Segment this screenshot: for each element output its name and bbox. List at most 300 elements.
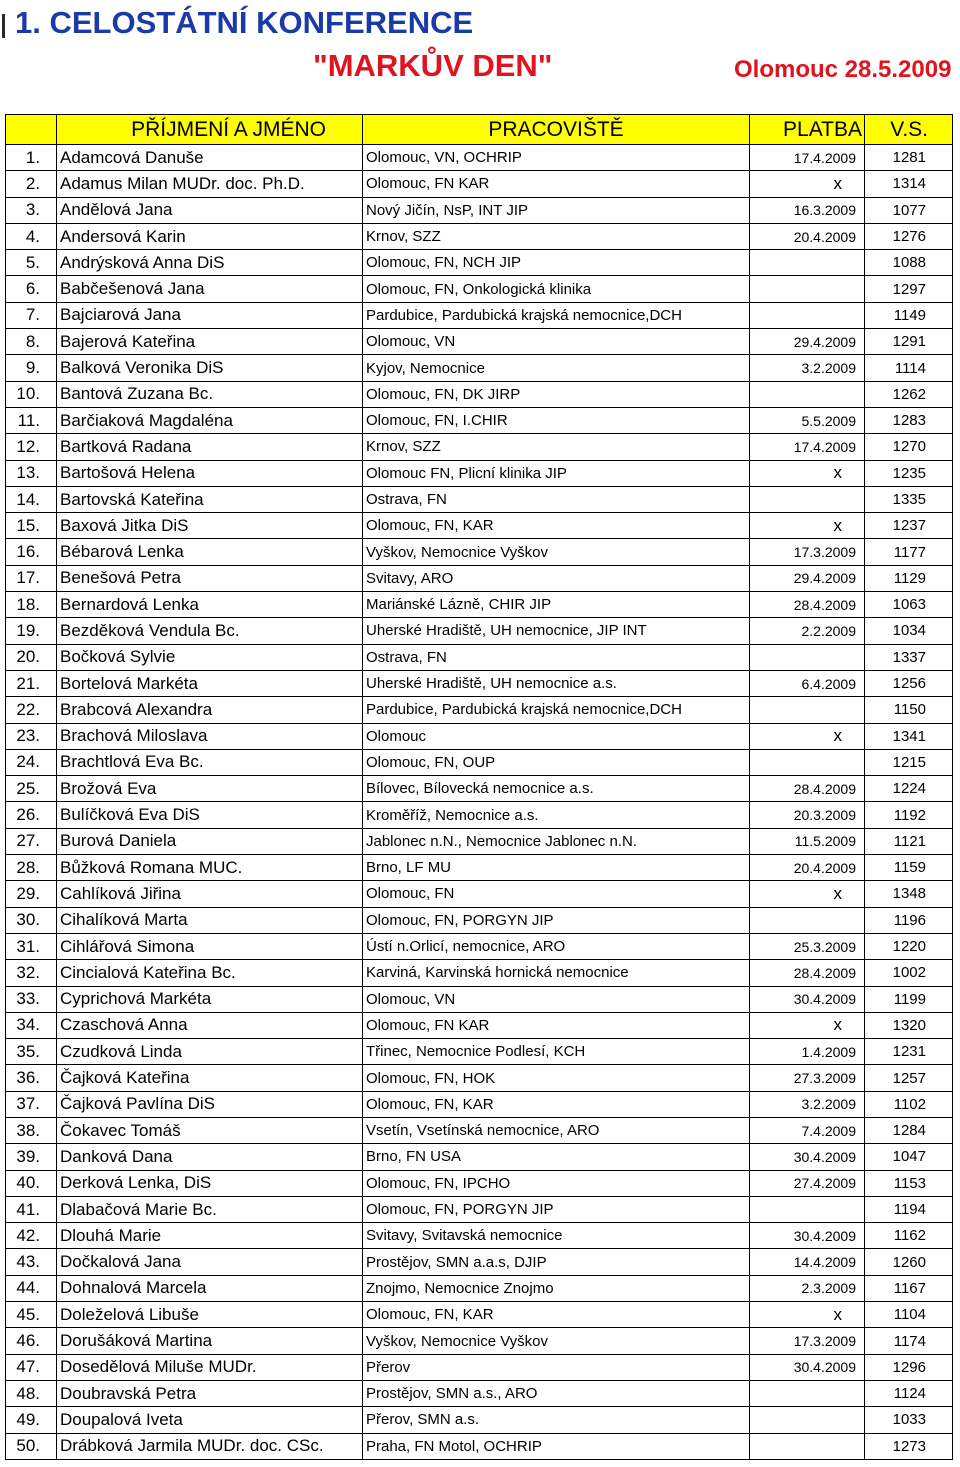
participant-name: Andersová Karin [57, 223, 363, 249]
participant-name: Bébarová Lenka [57, 539, 363, 565]
row-number: 7. [6, 302, 57, 328]
payment: 3.2.2009 [750, 1091, 865, 1117]
variable-symbol: 1047 [865, 1144, 953, 1170]
table-header-row [6, 115, 953, 145]
payment: 30.4.2009 [750, 986, 865, 1012]
workplace: Přerov, SMN a.s. [363, 1407, 750, 1433]
payment: 28.4.2009 [750, 776, 865, 802]
table-row [6, 1275, 953, 1301]
table-row [6, 355, 953, 381]
variable-symbol: 1153 [865, 1170, 953, 1196]
row-number: 47. [6, 1354, 57, 1380]
payment [750, 644, 865, 670]
payment: 14.4.2009 [750, 1249, 865, 1275]
workplace: Vyškov, Nemocnice Vyškov [363, 539, 750, 565]
payment: x [750, 1302, 865, 1328]
workplace: Olomouc, FN, KAR [363, 1302, 750, 1328]
payment: 17.3.2009 [750, 1328, 865, 1354]
table-row [6, 1380, 953, 1406]
row-number: 27. [6, 828, 57, 854]
variable-symbol: 1063 [865, 592, 953, 618]
row-number: 13. [6, 460, 57, 486]
variable-symbol: 1283 [865, 407, 953, 433]
workplace: Uherské Hradiště, UH nemocnice a.s. [363, 670, 750, 696]
payment: 5.5.2009 [750, 407, 865, 433]
payment: 29.4.2009 [750, 329, 865, 355]
variable-symbol: 1114 [865, 355, 953, 381]
workplace: Olomouc, FN, OUP [363, 749, 750, 775]
participant-name: Bartková Radana [57, 434, 363, 460]
payment: x [750, 1012, 865, 1038]
payment: 27.3.2009 [750, 1065, 865, 1091]
table-row [6, 1328, 953, 1354]
workplace: Olomouc, FN, Onkologická klinika [363, 276, 750, 302]
table-row [6, 644, 953, 670]
row-number: 37. [6, 1091, 57, 1117]
payment [750, 697, 865, 723]
row-number: 44. [6, 1275, 57, 1301]
workplace: Svitavy, Svitavská nemocnice [363, 1223, 750, 1249]
participant-name: Bezděková Vendula Bc. [57, 618, 363, 644]
participant-name: Burová Daniela [57, 828, 363, 854]
payment: 17.3.2009 [750, 539, 865, 565]
variable-symbol: 1104 [865, 1302, 953, 1328]
participant-name: Doupalová Iveta [57, 1407, 363, 1433]
row-number: 33. [6, 986, 57, 1012]
row-number: 12. [6, 434, 57, 460]
event-name: "MARKŮV DEN" [313, 48, 553, 83]
variable-symbol: 1124 [865, 1380, 953, 1406]
workplace: Kroměříž, Nemocnice a.s. [363, 802, 750, 828]
workplace: Vyškov, Nemocnice Vyškov [363, 1328, 750, 1354]
header-variable-symbol: V.S. [865, 115, 953, 145]
payment: 29.4.2009 [750, 565, 865, 591]
workplace: Svitavy, ARO [363, 565, 750, 591]
row-number: 11. [6, 407, 57, 433]
variable-symbol: 1034 [865, 618, 953, 644]
table-row [6, 828, 953, 854]
workplace: Olomouc [363, 723, 750, 749]
table-row [6, 1117, 953, 1143]
row-number: 5. [6, 250, 57, 276]
row-number: 28. [6, 855, 57, 881]
row-number: 18. [6, 592, 57, 618]
header-payment: PLATBA [750, 115, 865, 145]
workplace: Pardubice, Pardubická krajská nemocnice,DCH [363, 697, 750, 723]
payment: 2.3.2009 [750, 1275, 865, 1301]
payment: 28.4.2009 [750, 960, 865, 986]
participant-name: Barčiaková Magdaléna [57, 407, 363, 433]
table-row [6, 749, 953, 775]
table-row [6, 460, 953, 486]
table-row [6, 1144, 953, 1170]
variable-symbol: 1215 [865, 749, 953, 775]
payment: x [750, 171, 865, 197]
workplace: Olomouc, FN, KAR [363, 1091, 750, 1117]
row-number: 45. [6, 1302, 57, 1328]
variable-symbol: 1194 [865, 1196, 953, 1222]
participant-name: Brožová Eva [57, 776, 363, 802]
workplace: Olomouc, FN KAR [363, 171, 750, 197]
payment: 7.4.2009 [750, 1117, 865, 1143]
participant-name: Cihlářová Simona [57, 933, 363, 959]
row-number: 36. [6, 1065, 57, 1091]
row-number: 34. [6, 1012, 57, 1038]
table-row [6, 197, 953, 223]
table-row [6, 670, 953, 696]
payment: 11.5.2009 [750, 828, 865, 854]
payment: 6.4.2009 [750, 670, 865, 696]
row-number: 20. [6, 644, 57, 670]
workplace: Olomouc, FN, NCH JIP [363, 250, 750, 276]
row-number: 31. [6, 933, 57, 959]
workplace: Přerov [363, 1354, 750, 1380]
participant-name: Bočková Sylvie [57, 644, 363, 670]
conference-title [0, 0, 515, 48]
row-number: 24. [6, 749, 57, 775]
variable-symbol: 1296 [865, 1354, 953, 1380]
variable-symbol: 1235 [865, 460, 953, 486]
header-number [6, 115, 57, 145]
variable-symbol: 1257 [865, 1065, 953, 1091]
participant-name: Brabcová Alexandra [57, 697, 363, 723]
participant-name: Benešová Petra [57, 565, 363, 591]
table-row [6, 302, 953, 328]
variable-symbol: 1273 [865, 1433, 953, 1459]
workplace: Olomouc, FN, I.CHIR [363, 407, 750, 433]
payment [750, 1407, 865, 1433]
table-row [6, 1354, 953, 1380]
participant-name: Doleželová Libuše [57, 1302, 363, 1328]
participant-name: Drábková Jarmila MUDr. doc. CSc. [57, 1433, 363, 1459]
variable-symbol: 1129 [865, 565, 953, 591]
participant-name: Derková Lenka, DiS [57, 1170, 363, 1196]
variable-symbol: 1162 [865, 1223, 953, 1249]
table-row [6, 933, 953, 959]
variable-symbol: 1149 [865, 302, 953, 328]
workplace: Olomouc, FN, DK JIRP [363, 381, 750, 407]
participant-name: Čajková Kateřina [57, 1065, 363, 1091]
row-number: 25. [6, 776, 57, 802]
participant-name: Čokavec Tomáš [57, 1117, 363, 1143]
variable-symbol: 1224 [865, 776, 953, 802]
payment [750, 907, 865, 933]
row-number: 19. [6, 618, 57, 644]
table-row [6, 592, 953, 618]
row-number: 43. [6, 1249, 57, 1275]
row-number: 2. [6, 171, 57, 197]
row-number: 4. [6, 223, 57, 249]
row-number: 1. [6, 145, 57, 171]
row-number: 14. [6, 486, 57, 512]
payment: 30.4.2009 [750, 1223, 865, 1249]
table-row [6, 434, 953, 460]
variable-symbol: 1102 [865, 1091, 953, 1117]
row-number: 38. [6, 1117, 57, 1143]
participant-name: Cincialová Kateřina Bc. [57, 960, 363, 986]
participant-name: Brachová Miloslava [57, 723, 363, 749]
table-row [6, 1407, 953, 1433]
table-row [6, 986, 953, 1012]
participant-name: Doubravská Petra [57, 1380, 363, 1406]
participant-name: Cihalíková Marta [57, 907, 363, 933]
table-row [6, 565, 953, 591]
row-number: 42. [6, 1223, 57, 1249]
variable-symbol: 1088 [865, 250, 953, 276]
table-row [6, 802, 953, 828]
variable-symbol: 1320 [865, 1012, 953, 1038]
row-number: 22. [6, 697, 57, 723]
row-number: 15. [6, 513, 57, 539]
table-row [6, 223, 953, 249]
row-number: 41. [6, 1196, 57, 1222]
workplace: Brno, LF MU [363, 855, 750, 881]
table-row [6, 697, 953, 723]
payment: x [750, 881, 865, 907]
payment: 2.2.2009 [750, 618, 865, 644]
workplace: Brno, FN USA [363, 1144, 750, 1170]
variable-symbol: 1256 [865, 670, 953, 696]
participant-name: Bajerová Kateřina [57, 329, 363, 355]
payment: 25.3.2009 [750, 933, 865, 959]
payment [750, 486, 865, 512]
participant-name: Brachtlová Eva Bc. [57, 749, 363, 775]
payment: 16.3.2009 [750, 197, 865, 223]
participant-name: Baxová Jitka DiS [57, 513, 363, 539]
payment: 20.4.2009 [750, 223, 865, 249]
variable-symbol: 1220 [865, 933, 953, 959]
table-row [6, 250, 953, 276]
participant-name: Balková Veronika DiS [57, 355, 363, 381]
row-number: 9. [6, 355, 57, 381]
variable-symbol: 1284 [865, 1117, 953, 1143]
participant-name: Dlouhá Marie [57, 1223, 363, 1249]
row-number: 49. [6, 1407, 57, 1433]
workplace: Krnov, SZZ [363, 223, 750, 249]
workplace: Nový Jičín, NsP, INT JIP [363, 197, 750, 223]
payment: x [750, 723, 865, 749]
table-row [6, 171, 953, 197]
table-row [6, 618, 953, 644]
variable-symbol: 1231 [865, 1039, 953, 1065]
table-row [6, 723, 953, 749]
payment [750, 1433, 865, 1459]
table-row [6, 960, 953, 986]
header-workplace: PRACOVIŠTĚ [363, 115, 750, 145]
row-number: 16. [6, 539, 57, 565]
table-row [6, 407, 953, 433]
participant-name: Andrýsková Anna DiS [57, 250, 363, 276]
variable-symbol: 1121 [865, 828, 953, 854]
variable-symbol: 1167 [865, 1275, 953, 1301]
variable-symbol: 1159 [865, 855, 953, 881]
payment: 17.4.2009 [750, 434, 865, 460]
participant-name: Cahlíková Jiřina [57, 881, 363, 907]
payment [750, 381, 865, 407]
workplace: Karviná, Karvinská hornická nemocnice [363, 960, 750, 986]
table-row [6, 381, 953, 407]
table-row [6, 881, 953, 907]
workplace: Olomouc, VN, OCHRIP [363, 145, 750, 171]
participant-name: Bernardová Lenka [57, 592, 363, 618]
workplace: Olomouc, VN [363, 986, 750, 1012]
variable-symbol: 1002 [865, 960, 953, 986]
variable-symbol: 1196 [865, 907, 953, 933]
participant-name: Czudková Linda [57, 1039, 363, 1065]
row-number: 17. [6, 565, 57, 591]
workplace: Olomouc, FN, KAR [363, 513, 750, 539]
variable-symbol: 1199 [865, 986, 953, 1012]
variable-symbol: 1192 [865, 802, 953, 828]
participant-name: Bajciarová Jana [57, 302, 363, 328]
participant-name: Adamcová Danuše [57, 145, 363, 171]
workplace: Prostějov, SMN a.s., ARO [363, 1380, 750, 1406]
participant-name: Dlabačová Marie Bc. [57, 1196, 363, 1222]
participant-name: Cyprichová Markéta [57, 986, 363, 1012]
workplace: Olomouc, FN, PORGYN JIP [363, 907, 750, 933]
row-number: 32. [6, 960, 57, 986]
row-number: 46. [6, 1328, 57, 1354]
workplace: Znojmo, Nemocnice Znojmo [363, 1275, 750, 1301]
workplace: Krnov, SZZ [363, 434, 750, 460]
participant-name: Bůžková Romana MUC. [57, 855, 363, 881]
payment [750, 1380, 865, 1406]
workplace: Ostrava, FN [363, 644, 750, 670]
payment [750, 302, 865, 328]
participant-name: Bulíčková Eva DiS [57, 802, 363, 828]
table-row [6, 486, 953, 512]
variable-symbol: 1033 [865, 1407, 953, 1433]
table-row [6, 329, 953, 355]
row-number: 48. [6, 1380, 57, 1406]
location-date: Olomouc 28.5.2009 [734, 56, 952, 83]
table-row [6, 1012, 953, 1038]
participant-name: Dosedělová Miluše MUDr. [57, 1354, 363, 1380]
variable-symbol: 1150 [865, 697, 953, 723]
participant-name: Bartošová Helena [57, 460, 363, 486]
row-number: 10. [6, 381, 57, 407]
workplace: Olomouc FN, Plicní klinika JIP [363, 460, 750, 486]
table-row [6, 1091, 953, 1117]
variable-symbol: 1314 [865, 171, 953, 197]
workplace: Olomouc, VN [363, 329, 750, 355]
row-number: 40. [6, 1170, 57, 1196]
table-row [6, 855, 953, 881]
variable-symbol: 1297 [865, 276, 953, 302]
workplace: Kyjov, Nemocnice [363, 355, 750, 381]
payment: 17.4.2009 [750, 145, 865, 171]
row-number: 3. [6, 197, 57, 223]
variable-symbol: 1237 [865, 513, 953, 539]
variable-symbol: 1174 [865, 1328, 953, 1354]
table-row [6, 276, 953, 302]
row-number: 23. [6, 723, 57, 749]
row-number: 29. [6, 881, 57, 907]
payment: 28.4.2009 [750, 592, 865, 618]
participant-name: Bortelová Markéta [57, 670, 363, 696]
participant-name: Bartovská Kateřina [57, 486, 363, 512]
workplace: Třinec, Nemocnice Podlesí, KCH [363, 1039, 750, 1065]
participant-name: Czaschová Anna [57, 1012, 363, 1038]
workplace: Prostějov, SMN a.a.s, DJIP [363, 1249, 750, 1275]
workplace: Praha, FN Motol, OCHRIP [363, 1433, 750, 1459]
variable-symbol: 1348 [865, 881, 953, 907]
payment [750, 749, 865, 775]
payment: 20.4.2009 [750, 855, 865, 881]
payment: x [750, 460, 865, 486]
participant-name: Babčešenová Jana [57, 276, 363, 302]
variable-symbol: 1276 [865, 223, 953, 249]
payment: 30.4.2009 [750, 1144, 865, 1170]
row-number: 39. [6, 1144, 57, 1170]
conference-title-text: 1. CELOSTÁTNÍ KONFERENCE [15, 5, 474, 40]
variable-symbol: 1077 [865, 197, 953, 223]
variable-symbol: 1260 [865, 1249, 953, 1275]
payment [750, 1196, 865, 1222]
workplace: Jablonec n.N., Nemocnice Jablonec n.N. [363, 828, 750, 854]
workplace: Olomouc, FN [363, 881, 750, 907]
workplace: Ústí n.Orlicí, nemocnice, ARO [363, 933, 750, 959]
row-number: 35. [6, 1039, 57, 1065]
payment: 3.2.2009 [750, 355, 865, 381]
workplace: Olomouc, FN, PORGYN JIP [363, 1196, 750, 1222]
workplace: Mariánské Lázně, CHIR JIP [363, 592, 750, 618]
table-row [6, 1065, 953, 1091]
workplace: Olomouc, FN, IPCHO [363, 1170, 750, 1196]
participant-name: Dohnalová Marcela [57, 1275, 363, 1301]
participants-table [5, 114, 953, 1460]
workplace: Ostrava, FN [363, 486, 750, 512]
payment [750, 276, 865, 302]
workplace: Pardubice, Pardubická krajská nemocnice,DCH [363, 302, 750, 328]
workplace: Vsetín, Vsetínská nemocnice, ARO [363, 1117, 750, 1143]
table-row [6, 1170, 953, 1196]
row-number: 8. [6, 329, 57, 355]
variable-symbol: 1291 [865, 329, 953, 355]
header-name: PŘÍJMENÍ A JMÉNO [57, 115, 363, 145]
table-row [6, 907, 953, 933]
table-row [6, 1196, 953, 1222]
table-row [6, 1302, 953, 1328]
row-number: 26. [6, 802, 57, 828]
row-number: 50. [6, 1433, 57, 1459]
table-row [6, 539, 953, 565]
cell-cursor-mark [2, 14, 5, 38]
workplace: Uherské Hradiště, UH nemocnice, JIP INT [363, 618, 750, 644]
row-number: 30. [6, 907, 57, 933]
table-row [6, 776, 953, 802]
workplace: Olomouc, FN, HOK [363, 1065, 750, 1091]
payment: x [750, 513, 865, 539]
participant-name: Danková Dana [57, 1144, 363, 1170]
variable-symbol: 1262 [865, 381, 953, 407]
participant-name: Čajková Pavlína DiS [57, 1091, 363, 1117]
participant-name: Bantová Zuzana Bc. [57, 381, 363, 407]
variable-symbol: 1270 [865, 434, 953, 460]
variable-symbol: 1341 [865, 723, 953, 749]
payment: 1.4.2009 [750, 1039, 865, 1065]
participant-name: Dorušáková Martina [57, 1328, 363, 1354]
participant-name: Adamus Milan MUDr. doc. Ph.D. [57, 171, 363, 197]
variable-symbol: 1281 [865, 145, 953, 171]
variable-symbol: 1335 [865, 486, 953, 512]
payment: 20.3.2009 [750, 802, 865, 828]
variable-symbol: 1177 [865, 539, 953, 565]
table-row [6, 1223, 953, 1249]
participant-name: Andělová Jana [57, 197, 363, 223]
participant-name: Dočkalová Jana [57, 1249, 363, 1275]
row-number: 21. [6, 670, 57, 696]
